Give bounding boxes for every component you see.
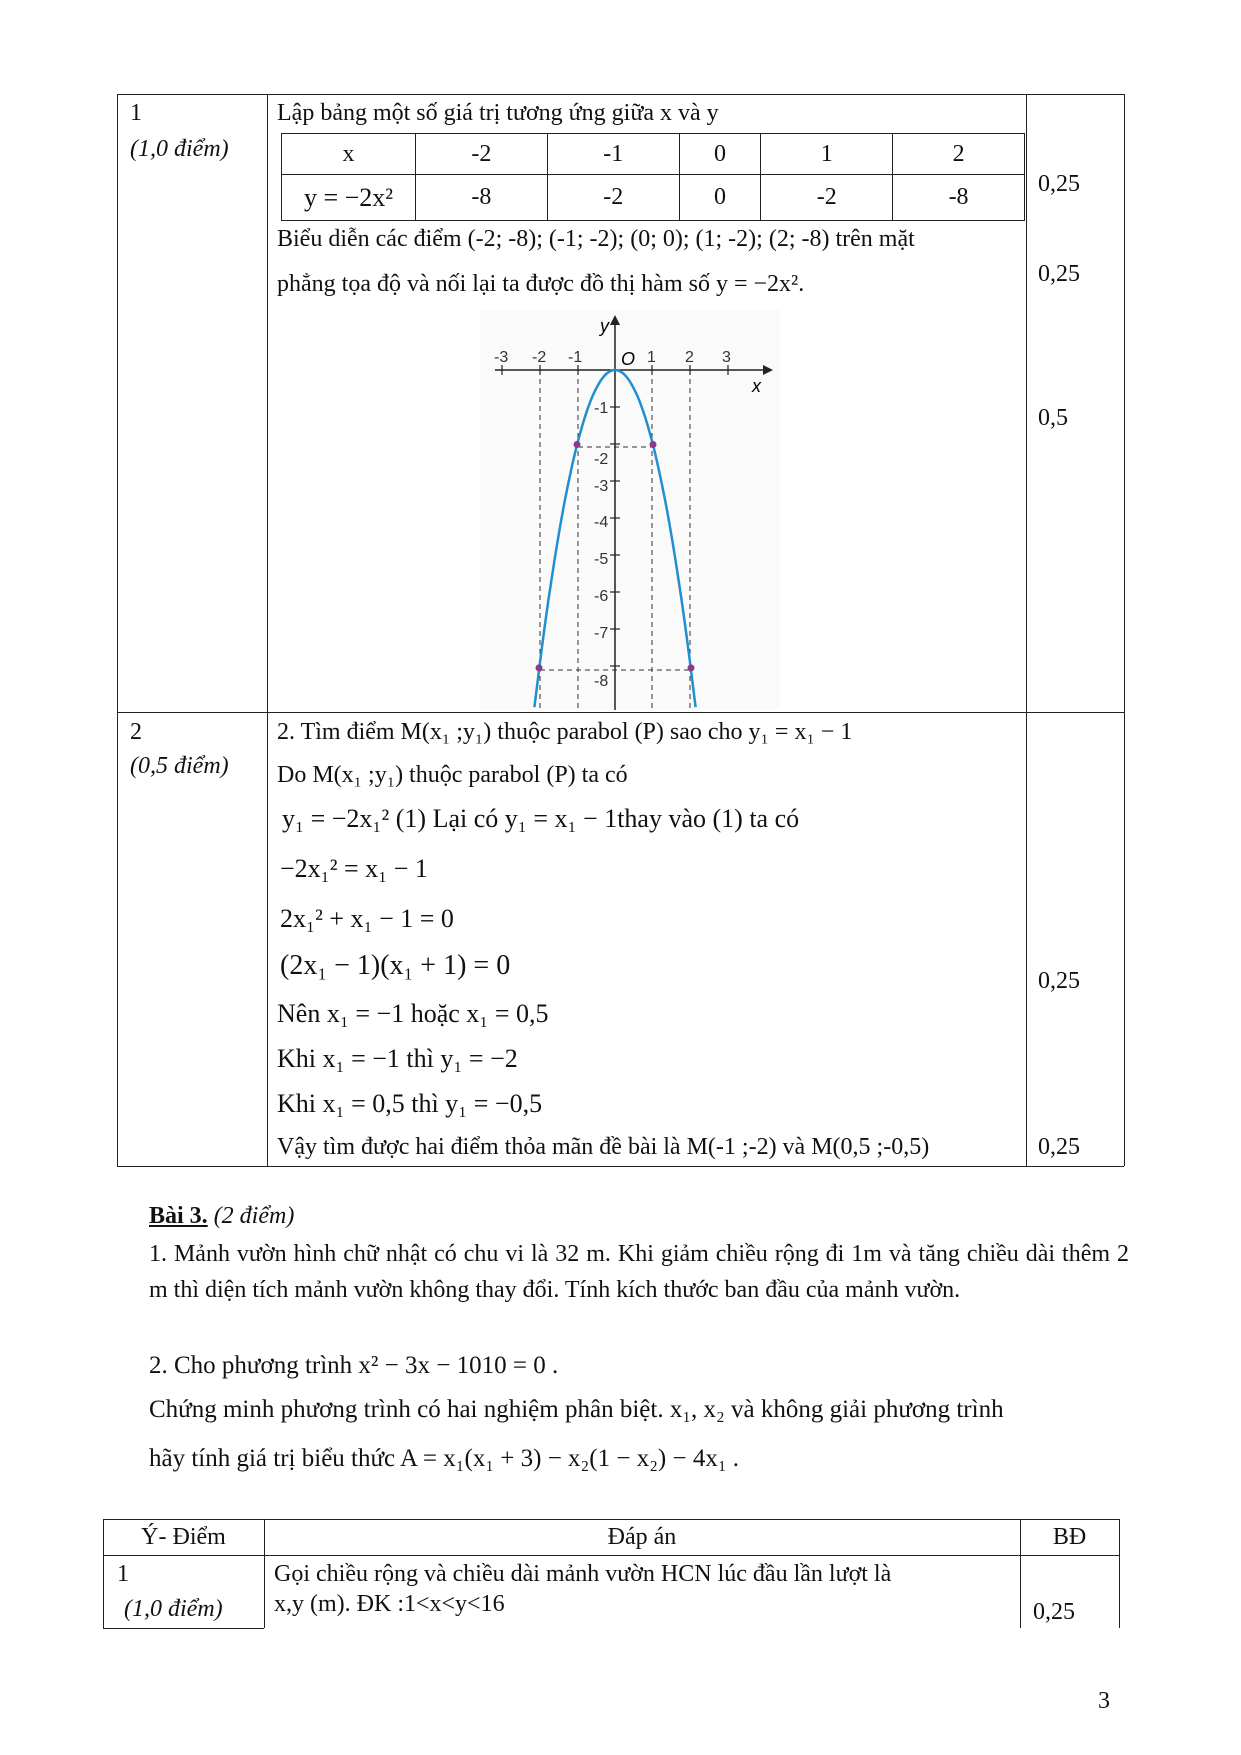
- graph-point: [536, 664, 543, 671]
- table2-row1-points: (1,0 điểm): [124, 1596, 223, 1622]
- origin-label: O: [621, 349, 636, 369]
- row2-line-5: 2x₁² + x₁ − 1 = 0: [280, 904, 454, 933]
- graph-point: [574, 441, 581, 448]
- row2-score-2: 0,25: [1038, 1134, 1080, 1160]
- row1-line3: phẳng tọa độ và nối lại ta được đồ thị hàm số y = −2x².: [277, 271, 805, 297]
- table2-header-score: BĐ: [1052, 1524, 1087, 1550]
- row1-item: 1: [130, 100, 142, 126]
- value-table: [281, 133, 1025, 221]
- value-table-cell: 2: [893, 134, 1025, 175]
- y-tick-label: -5: [594, 551, 609, 568]
- table1-col-divider-1: [267, 94, 268, 1166]
- y-tick-label: -4: [594, 514, 609, 531]
- value-table-cell: -2: [761, 175, 893, 221]
- table2-header-divider: [103, 1555, 1119, 1556]
- y-tick-label: -3: [594, 478, 609, 495]
- row1-line2: Biểu diễn các điểm (-2; -8); (-1; -2); (0; 0); (1; -2); (2; -8) trên mặt: [277, 226, 915, 252]
- row2-line-6: (2x₁ − 1)(x₁ + 1) = 0: [280, 950, 511, 981]
- row2-line-9: Khi x₁ = 0,5 thì y₁ = −0,5: [277, 1089, 543, 1118]
- x-tick-label: -3: [494, 349, 509, 366]
- row1-points: (1,0 điểm): [130, 136, 229, 162]
- bai3-points: (2 điểm): [213, 1203, 295, 1229]
- x-axis-label: x: [752, 376, 761, 396]
- table1-bottom-border: [117, 1166, 1124, 1167]
- y-tick-label: -7: [594, 625, 609, 642]
- table2-header-item: Ý- Điểm: [141, 1524, 226, 1550]
- value-table-cell: 1: [761, 134, 893, 175]
- table1-row-divider: [117, 712, 1124, 713]
- bai3-problem-2: 2. Cho phương trình x² − 3x − 1010 = 0 .: [149, 1352, 559, 1379]
- value-table-cell: x: [282, 134, 416, 175]
- row2-line-10: Vậy tìm được hai điểm thỏa mãn đề bài là M(-1 ;-2) và M(0,5 ;-0,5): [277, 1134, 930, 1160]
- y-axis-label: y: [600, 316, 609, 336]
- row1-score-3: 0,5: [1038, 405, 1068, 431]
- value-table-cell: -8: [416, 175, 548, 221]
- x-tick-label: -2: [532, 349, 547, 366]
- graph-point: [650, 441, 657, 448]
- bai3-problem-3a: Chứng minh phương trình có hai nghiệm phân biệt. x₁, x₂ và không giải phương trình: [149, 1396, 1004, 1423]
- value-table-header-row: [282, 134, 1025, 175]
- value-table-cell: -8: [893, 175, 1025, 221]
- value-table-cell: 0: [679, 175, 761, 221]
- y-tick-label: -1: [594, 400, 609, 417]
- bai3-problem-3b: hãy tính giá trị biểu thức A = x₁(x₁ + 3) − x₂(1 − x₂) − 4x₁ .: [149, 1445, 740, 1472]
- x-tick-label: -1: [568, 349, 583, 366]
- table1-right-border: [1124, 94, 1125, 1166]
- row2-line-7: Nên x₁ = −1 hoặc x₁ = 0,5: [277, 999, 549, 1028]
- value-table-cell: -2: [416, 134, 548, 175]
- table2-row1-item: 1: [117, 1561, 129, 1587]
- value-table-cell: 0: [679, 134, 761, 175]
- table2-bottom-border: [103, 1628, 264, 1629]
- table2-right-border: [1119, 1519, 1120, 1628]
- row2-item: 2: [130, 719, 142, 745]
- page-number: 3: [1098, 1688, 1110, 1714]
- row2-line-1: 2. Tìm điểm M(x₁ ;y₁) thuộc parabol (P) sao cho y₁ = x₁ − 1: [277, 719, 853, 745]
- row1-intro: Lập bảng một số giá trị tương ứng giữa x và y: [277, 100, 719, 126]
- table2-row1-line2: x,y (m). ĐK :1<x<y<16: [274, 1591, 505, 1617]
- y-tick-label: -2: [594, 451, 609, 468]
- value-table-cell: -2: [547, 175, 679, 221]
- row2-line-4: −2x₁² = x₁ − 1: [280, 854, 428, 883]
- bai3-problem-1: 1. Mảnh vườn hình chữ nhật có chu vi là 32 m. Khi giảm chiều rộng đi 1m và tăng chiều dài thêm 2 m thì diện tích mảnh vườn không thay đổi. Tính kích thước ban đầu của mảnh vườn.: [149, 1241, 1129, 1303]
- row2-line-8: Khi x₁ = −1 thì y₁ = −2: [277, 1044, 518, 1073]
- table2-row1-score: 0,25: [1033, 1599, 1075, 1625]
- row2-score-1: 0,25: [1038, 968, 1080, 994]
- value-table-cell: y = −2x²: [282, 175, 416, 221]
- table2-top-border: [103, 1519, 1119, 1520]
- x-tick-label: 3: [722, 349, 731, 366]
- row2-line-3: y₁ = −2x₁² (1) Lại có y₁ = x₁ − 1thay vào (1) ta có: [282, 804, 800, 833]
- table1-top-border: [117, 94, 1124, 95]
- y-tick-label: -8: [594, 673, 609, 690]
- y-tick-label: -6: [594, 588, 609, 605]
- bai3-title: Bài 3.: [149, 1203, 208, 1229]
- row2-points: (0,5 điểm): [130, 753, 229, 779]
- table2-row1-line1: Gọi chiều rộng và chiều dài mảnh vườn HCN lúc đầu lần lượt là: [274, 1561, 892, 1587]
- value-table-cell: -1: [547, 134, 679, 175]
- x-tick-label: 2: [685, 349, 694, 366]
- row2-line-2: Do M(x₁ ;y₁) thuộc parabol (P) ta có: [277, 762, 628, 788]
- x-tick-label: 1: [647, 349, 656, 366]
- row1-score-1: 0,25: [1038, 171, 1080, 197]
- table1-left-border: [117, 94, 118, 1166]
- bai3-heading: [149, 1202, 294, 1230]
- value-table-y-row: [282, 175, 1025, 221]
- parabola-graph: [480, 310, 780, 710]
- table2-header-answer: Đáp án: [607, 1524, 677, 1550]
- table1-col-divider-2: [1026, 94, 1027, 1166]
- row1-score-2: 0,25: [1038, 261, 1080, 287]
- graph-point: [688, 664, 695, 671]
